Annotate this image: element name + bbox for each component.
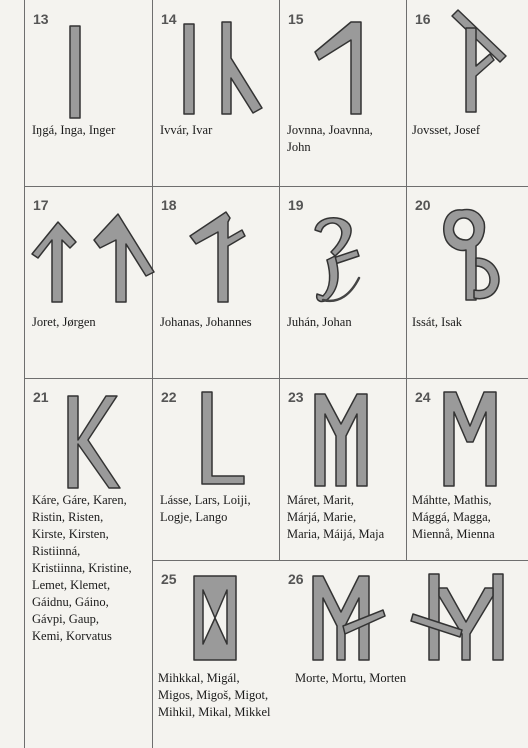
name-line: Lásse, Lars, Loiji, [160, 493, 251, 507]
name-line: Máret, Marit, [287, 493, 354, 507]
name-line: Logje, Lango [160, 510, 228, 524]
cell-names [158, 670, 271, 721]
name-line: Joret, Jørgen [32, 315, 96, 329]
name-line: Maria, Máijá, Maja [287, 527, 385, 541]
cell-number: 15 [288, 11, 304, 27]
rune-cell-13 [24, 0, 152, 186]
cell-names [32, 122, 115, 139]
cell-names [160, 314, 252, 331]
cell-number: 25 [161, 571, 177, 587]
rune-25-glyph [152, 560, 279, 676]
name-line: Iŋgá, Inga, Inger [32, 123, 116, 137]
name-line: Lemet, Klemet, [32, 578, 111, 592]
rune-cell-17 [24, 186, 152, 378]
rune-cell-15 [279, 0, 406, 186]
name-line: Issát, Isak [412, 315, 462, 329]
cell-names [287, 492, 384, 543]
name-line: Ristin, Risten, [32, 510, 104, 524]
rune-16-glyph [406, 0, 528, 186]
name-line: Káre, Gáre, Karen, [32, 493, 127, 507]
name-line: Ristiinná, [32, 544, 81, 558]
cell-number: 26 [288, 571, 304, 587]
rune-19-glyph [279, 186, 406, 378]
rune-cell-22 [152, 378, 279, 560]
cell-names [32, 314, 96, 331]
cell-names [412, 314, 462, 331]
cell-number: 22 [161, 389, 177, 405]
rune-cell-20 [406, 186, 528, 378]
name-line: Máhtte, Mathis, [412, 493, 492, 507]
name-line: Gáidnu, Gáino, [32, 595, 109, 609]
name-line: Kirste, Kirsten, [32, 527, 109, 541]
name-line: Jovsset, Josef [412, 123, 481, 137]
rune-15-glyph [279, 0, 406, 186]
cell-names [32, 492, 132, 645]
name-line: Mihkil, Mikal, Mikkel [158, 705, 271, 719]
name-line: Morte, Mortu, Morten [295, 671, 407, 685]
rune-14-glyph [152, 0, 279, 186]
rune-22-glyph [152, 378, 279, 508]
rune-cell-25 [152, 560, 279, 748]
name-line: John [287, 140, 311, 154]
rune-23-glyph [279, 378, 406, 508]
cell-number: 16 [415, 11, 431, 27]
name-line: Kristiinna, Kristine, [32, 561, 132, 575]
rune-20-glyph [406, 186, 528, 378]
cell-names [412, 122, 480, 139]
rune-cell-21 [24, 378, 152, 748]
rune-21-glyph [24, 378, 152, 508]
name-line: Jovnna, Joavnna, [287, 123, 373, 137]
name-line: Márjá, Marie, [287, 510, 357, 524]
rune-cell-18 [152, 186, 279, 378]
rune-cell-19 [279, 186, 406, 378]
cell-names [287, 122, 373, 156]
name-line: Miennå, Mienna [412, 527, 495, 541]
cell-number: 20 [415, 197, 431, 213]
cell-names [287, 314, 352, 331]
cell-number: 17 [33, 197, 49, 213]
cell-names [295, 670, 406, 687]
cell-number: 14 [161, 11, 177, 27]
rune-cell-24 [406, 378, 528, 560]
rune-17-glyph [24, 186, 152, 378]
cell-number: 18 [161, 197, 177, 213]
name-line: Migos, Migoš, Migot, [158, 688, 269, 702]
name-line: Johanas, Johannes [160, 315, 252, 329]
cell-number: 21 [33, 389, 49, 405]
name-line: Mihkkal, Migál, [158, 671, 240, 685]
name-line: Juhán, Johan [287, 315, 352, 329]
cell-names [160, 492, 251, 526]
rune-18-glyph [152, 186, 279, 378]
rune-cell-14 [152, 0, 279, 186]
name-line: Kemi, Korvatus [32, 629, 112, 643]
cell-names [412, 492, 495, 543]
cell-number: 23 [288, 389, 304, 405]
rune-26-glyph [279, 560, 528, 676]
cell-number: 24 [415, 389, 431, 405]
cell-number: 13 [33, 11, 49, 27]
rune-cell-26 [279, 560, 528, 748]
name-line: Ivvár, Ivar [160, 123, 213, 137]
cell-names [160, 122, 212, 139]
rune-cell-16 [406, 0, 528, 186]
name-line: Mággá, Magga, [412, 510, 491, 524]
rune-cell-23 [279, 378, 406, 560]
rune-13-glyph [24, 0, 152, 186]
cell-number: 19 [288, 197, 304, 213]
rune-24-glyph [406, 378, 528, 508]
name-line: Gávpi, Gaup, [32, 612, 99, 626]
